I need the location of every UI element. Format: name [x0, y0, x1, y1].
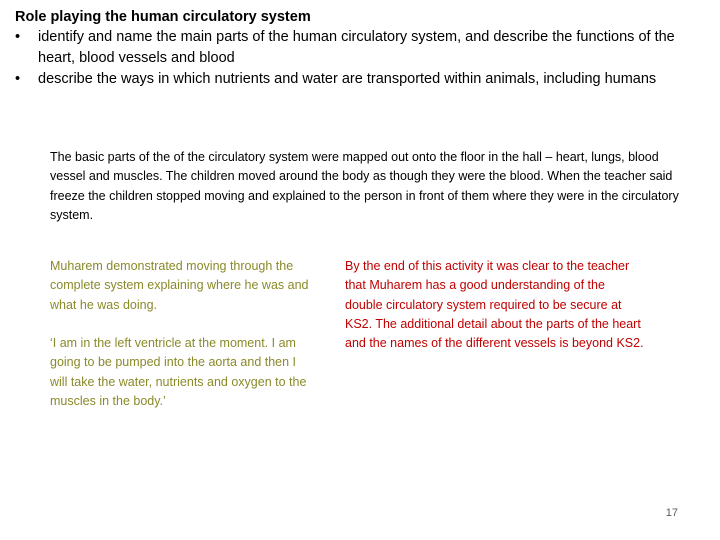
- pupil-evidence: [50, 257, 315, 411]
- objective-item: [15, 69, 705, 90]
- activity-description: The basic parts of the of the circulatory system were mapped out onto the floor in the hall – heart, lungs, blood vessel and muscles. The children moved around the body as though they were the blood. When the teacher said freeze the children stopped moving and explained to the person in front of them where they were in the circulatory system.: [50, 150, 679, 222]
- bullet-icon: •: [15, 29, 21, 45]
- objective-text: identify and name the main parts of the human circulatory system, and describe the functions of the heart, blood vessels and blood: [38, 29, 675, 66]
- objectives-list: [15, 27, 705, 90]
- slide-title: Role playing the human circulatory system: [15, 9, 311, 25]
- pupil-quote: ‘I am in the left ventricle at the moment. I am going to be pumped into the aorta and then I will take the water, nutrients and oxygen to the muscles in the body.’: [50, 336, 307, 409]
- pupil-observation: Muharem demonstrated moving through the complete system explaining where he was and what he was doing.: [50, 259, 309, 312]
- page-number: 17: [665, 507, 678, 519]
- bullet-icon: •: [15, 71, 21, 87]
- objective-item: [15, 27, 705, 69]
- teacher-comment: By the end of this activity it was clear to the teacher that Muharem has a good understanding of the double circulatory system required to be secure at KS2. The additional detail about the parts of the heart and the names of the different vessels is beyond KS2.: [345, 259, 644, 351]
- objective-text: describe the ways in which nutrients and water are transported within animals, including humans: [38, 71, 657, 87]
